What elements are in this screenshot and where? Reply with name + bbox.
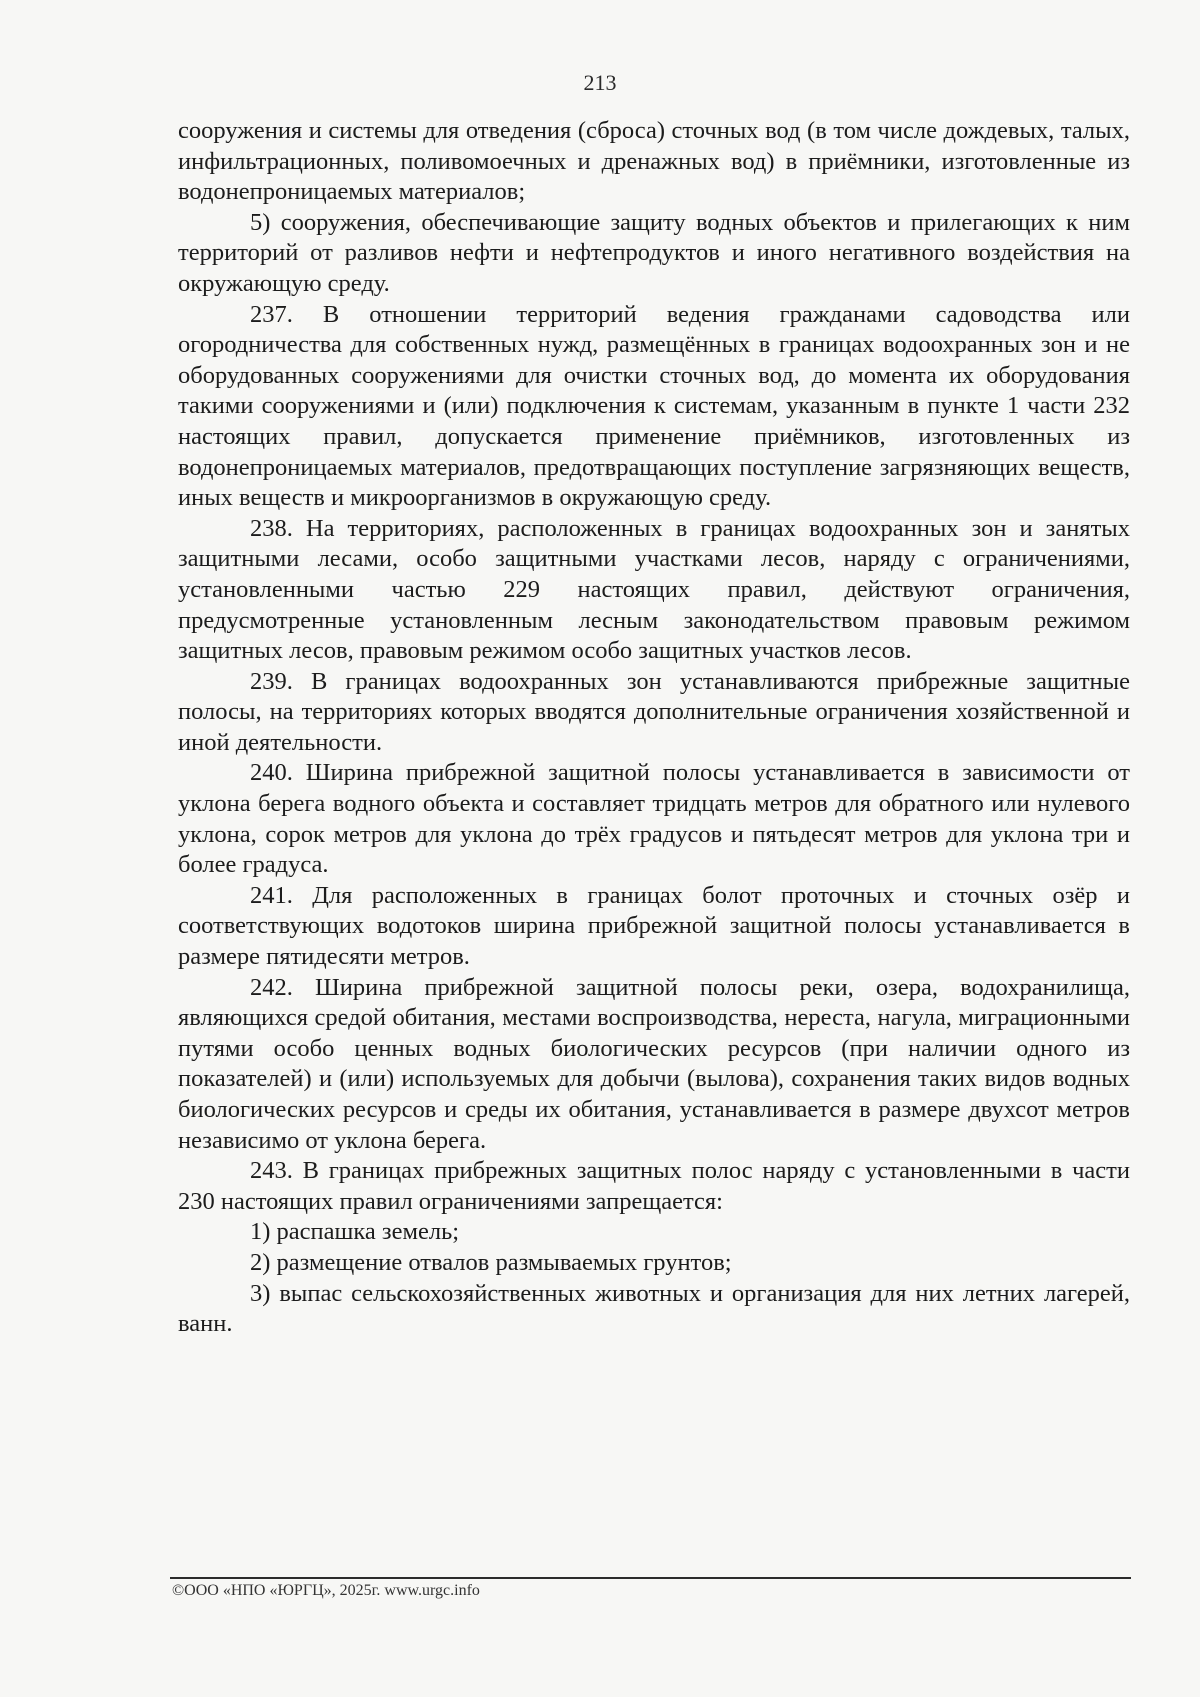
paragraph-240: 240. Ширина прибрежной защитной полосы устанавливается в зависимости от уклона берега водного объекта и составляет тридцать метров для обратного или нулевого уклона, сорок метров для уклона до трёх градусов и пятьдесят метров для уклона три и более градуса. [178,759,1130,879]
list-item-5: 5) сооружения, обеспечивающие защиту водных объектов и прилегающих к ним территорий от разливов нефти и нефтепродуктов и иного негативного воздействия на окружающую среду. [178,208,1130,297]
paragraph-238: 238. На территориях, расположенных в границах водоохранных зон и занятых защитными лесами, особо защитными участками лесов, наряду с ограничениями, установленными частью 229 настоящих правил, действуют ограничения, предусмотренные установленным лесным законодательством правовым режимом защитных лесов, правовым режимом особо защитных участков лесов. [178,514,1130,665]
paragraph-239: 239. В границах водоохранных зон устанавливаются прибрежные защитные полосы, на территориях которых вводятся дополнительные ограничения хозяйственной и иной деятельности. [178,667,1130,756]
paragraph-continuation: сооружения и системы для отведения (сброса) сточных вод (в том числе дождевых, талых, инфильтрационных, поливомоечных и дренажных вод) в приёмники, изготовленные из водонепроницаемых материалов; [178,117,1130,206]
page-number: 213 [583,70,617,95]
paragraph-243: 243. В границах прибрежных защитных полос наряду с установленными в части 230 настоящих правил ограничениями запрещается: [178,1157,1130,1215]
paragraph-237: 237. В отношении территорий ведения гражданами садоводства или огородничества для собственных нужд, размещённых в границах водоохранных зон и не оборудованных сооружениями для очистки сточных вод, до момента их оборудования такими сооружениями и (или) подключения к системам, указанным в пункте 1 части 232 настоящих правил, допускается применение приёмников, изготовленных из водонепроницаемых материалов, предотвращающих поступление загрязняющих веществ, иных веществ и микроорганизмов в окружающую среду. [178,300,1130,512]
footer-copyright: ©ООО «НПО «ЮРГЦ», 2025г. www.urgc.info [172,1582,480,1599]
document-body [178,116,1130,1340]
list-item-3: 3) выпас сельскохозяйственных животных и организация для них летних лагерей, ванн. [178,1279,1130,1338]
list-item-1: 1) распашка земель; [250,1218,460,1246]
footer-divider [170,1577,1131,1579]
paragraph-242: 242. Ширина прибрежной защитной полосы реки, озера, водохранилища, являющихся средой обитания, местами воспроизводства, нереста, нагула, миграционными путями особо ценных водных биологических ресурсов (при наличии одного из показателей) и (или) используемых для добычи (вылова), сохранения таких видов водных биологических ресурсов и среды их обитания, устанавливается в размере двухсот метров независимо от уклона берега. [178,973,1130,1154]
list-item-2: 2) размещение отвалов размываемых грунтов; [250,1248,732,1276]
paragraph-241: 241. Для расположенных в границах болот проточных и сточных озёр и соответствующих водотоков ширина прибрежной защитной полосы устанавливается в размере пятидесяти метров. [178,881,1130,971]
